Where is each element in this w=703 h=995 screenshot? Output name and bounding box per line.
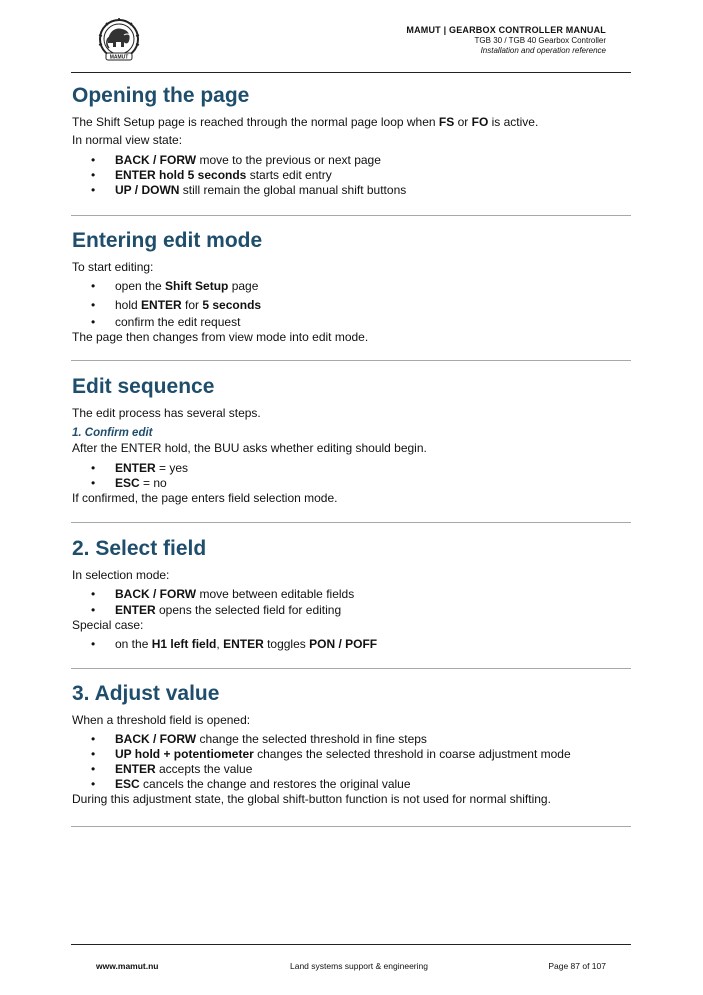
section-title-select: 2. Select field (72, 537, 207, 560)
list-item: • ENTER hold 5 seconds starts edit entry (72, 168, 632, 183)
section-title-edit: Edit sequence (72, 375, 215, 398)
adjust-note: During this adjustment state, the global shift-button function is not used for normal shifting. (72, 792, 551, 806)
list-item: • ENTER opens the selected field for editing (72, 603, 632, 618)
section-title-opening: Opening the page (72, 84, 250, 107)
footer-divider (71, 944, 631, 945)
list-item: • ESC = no (72, 476, 632, 491)
opening-paragraph: The Shift Setup page is reached through the normal page loop when FS or FO is active. (72, 115, 539, 129)
list-item: • BACK / FORW move between editable fields (72, 587, 632, 602)
section-select (72, 535, 632, 652)
header-title: MAMUT | GEARBOX CONTROLLER MANUAL (406, 25, 606, 35)
header-reference: Installation and operation reference (480, 46, 606, 55)
entering-list (72, 279, 632, 330)
list-item: • ESC cancels the change and restores the original value (72, 777, 632, 792)
section-divider (71, 522, 631, 523)
section-divider (71, 215, 631, 216)
opening-view-state: In normal view state: (72, 133, 183, 147)
section-divider (71, 668, 631, 669)
list-item: • BACK / FORW move to the previous or next page (72, 153, 632, 168)
list-item: • hold ENTER for 5 seconds (72, 298, 632, 313)
logo-text: MAMUT (109, 54, 129, 61)
mammoth-emblem-icon (94, 17, 144, 63)
edit-paragraph: After the ENTER hold, the BUU asks whether editing should begin. (72, 441, 427, 455)
section-entering (72, 227, 632, 345)
section-title-entering: Entering edit mode (72, 229, 263, 252)
list-item: • UP hold + potentiometer changes the selected threshold in coarse adjustment mode (72, 747, 632, 762)
select-special-label: Special case: (72, 618, 144, 632)
entering-intro: To start editing: (72, 260, 154, 274)
list-item: • UP / DOWN still remain the global manual shift buttons (72, 183, 632, 198)
section-divider (71, 826, 631, 827)
subheading-confirm-edit: 1. Confirm edit (72, 427, 153, 439)
list-item: • open the Shift Setup page (72, 279, 632, 294)
list-item: • BACK / FORW change the selected threshold in fine steps (72, 732, 632, 747)
footer-website: www.mamut.nu (96, 961, 159, 971)
section-adjust (72, 680, 632, 807)
select-list (72, 587, 632, 618)
list-item: • ENTER accepts the value (72, 762, 632, 777)
opening-list (72, 153, 632, 198)
select-special-list (72, 637, 632, 652)
select-intro: In selection mode: (72, 568, 170, 582)
edit-result: If confirmed, the page enters field selection mode. (72, 491, 338, 505)
section-divider (71, 360, 631, 361)
entering-result: The page then changes from view mode into edit mode. (72, 330, 369, 344)
edit-list (72, 461, 632, 491)
list-item: • on the H1 left field, ENTER toggles PON / POFF (72, 637, 632, 652)
document-header (406, 25, 606, 56)
edit-intro: The edit process has several steps. (72, 406, 261, 420)
list-item: • confirm the edit request (72, 315, 632, 330)
main-content (72, 82, 632, 198)
list-item: • ENTER = yes (72, 461, 632, 476)
adjust-intro: When a threshold field is opened: (72, 713, 251, 727)
section-title-adjust: 3. Adjust value (72, 682, 220, 705)
section-edit (72, 373, 632, 506)
footer-page-number: Page 87 of 107 (548, 961, 606, 971)
header-divider (71, 72, 631, 73)
adjust-list (72, 732, 632, 792)
footer-center-text: Land systems support & engineering (290, 961, 428, 971)
header-subtitle: TGB 30 / TGB 40 Gearbox Controller (474, 36, 606, 45)
